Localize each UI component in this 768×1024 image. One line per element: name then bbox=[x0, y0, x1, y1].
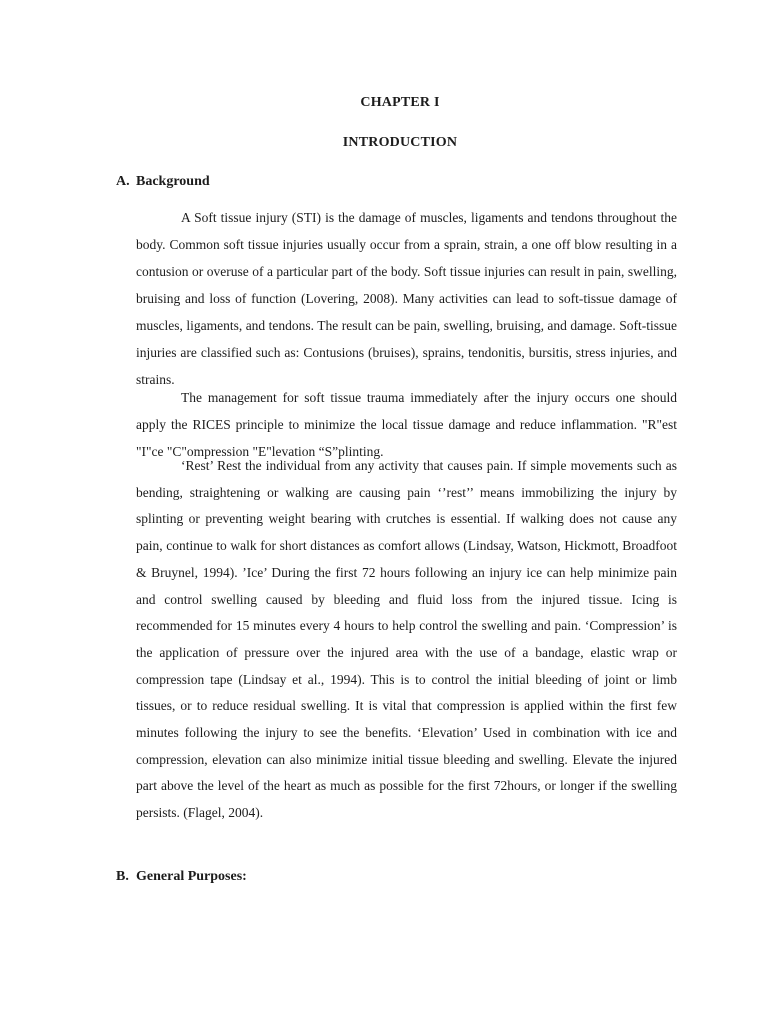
paragraph-3-text: ‘Rest’ Rest the individual from any activity that causes pain. If simple movements such as bending, straightening or walking are causing pain ‘’rest’’ means immobilizing the injury by splinting or preventing weight bearing with crutches is essential. If walking does not cause any pain, continue to walk for short distances as comfort allows (Lindsay, Watson, Hickmott, Broadfoot & Bruynel, 1994). ’Ice’ During the first 72 hours following an injury ice can help minimize pain and control swelling caused by bleeding and fluid loss from the injured tissue. Icing is recommended for 15 minutes every 4 hours to help control the swelling and pain. ‘Compression’ is the application of pressure over the injured area with the use of a bandage, elastic wrap or compression tape (Lindsay et al., 1994). This is to control the initial bleeding of joint or limb tissues, or to reduce residual swelling. It is vital that compression is applied within the first few minutes following the injury to see the benefits. ‘Elevation’ Used in combination with ice and compression, elevation can also minimize initial tissue bleeding and swelling. Elevate the injured part above the level of the heart as much as possible for the first 72hours, or longer if the swelling persists. (Flagel, 2004). bbox=[136, 458, 677, 821]
section-a-heading bbox=[116, 174, 210, 190]
section-a-label: Background bbox=[136, 174, 210, 189]
paragraph-1-text: A Soft tissue injury (STI) is the damage of muscles, ligaments and tendons throughout the body. Common soft tissue injuries usually occur from a sprain, strain, a one off blow resulting in a contusion or overuse of a particular part of the body. Soft tissue injuries can result in pain, swelling, bruising and loss of function (Lovering, 2008). Many activities can lead to soft-tissue damage of muscles, ligaments, and tendons. The result can be pain, swelling, bruising, and damage. Soft-tissue injuries are classified such as: Contusions (bruises), sprains, tendonitis, bursitis, stress injuries, and strains. bbox=[136, 210, 677, 387]
section-b-heading bbox=[116, 869, 247, 885]
paragraph-3 bbox=[136, 453, 677, 827]
chapter-heading: CHAPTER I bbox=[360, 95, 440, 110]
chapter-title: INTRODUCTION bbox=[342, 135, 458, 150]
section-a-letter: A. bbox=[116, 174, 130, 189]
paragraph-1 bbox=[136, 204, 677, 393]
section-b-letter: B. bbox=[116, 869, 129, 884]
section-b-label: General Purposes: bbox=[136, 869, 247, 884]
paragraph-2-text: The management for soft tissue trauma immediately after the injury occurs one should apply the RICES principle to minimize the local tissue damage and reduce inflammation. "R"est "I"ce "C"ompression "E"levation “S”plinting. bbox=[136, 390, 677, 459]
